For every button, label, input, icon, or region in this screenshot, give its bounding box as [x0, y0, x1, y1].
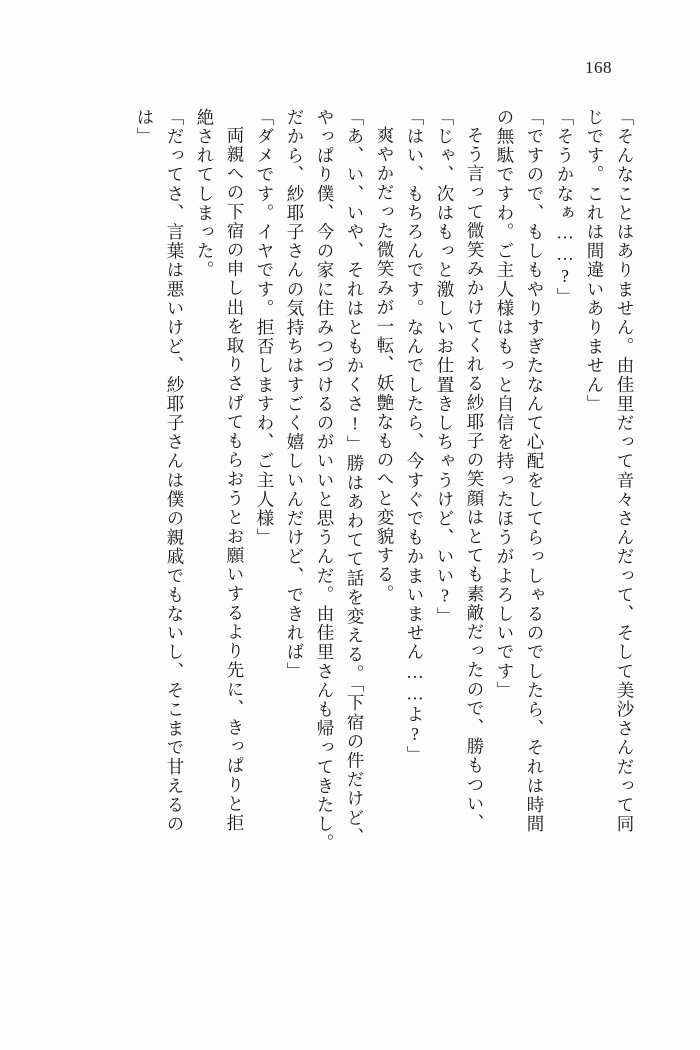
text-line: 「ダメです。イヤです。拒否しますわ、ご主人様」 — [255, 108, 275, 548]
text-line: 「だってさ、言葉は悪いけど、紗耶子さんは僕の親戚でもないし、そこまで甘えるの — [165, 108, 185, 834]
text-line: の無駄ですわ。ご主人様はもっと自信を持ったほうがよろしいです」 — [495, 108, 515, 701]
text-line: そう言って微笑みかけてくれる紗耶子の笑顔はとても素敵だったので、勝もつい、 — [465, 126, 485, 833]
text-line: だから、紗耶子さんの気持ちはすごく嬉しいんだけど、できれば」 — [285, 108, 305, 681]
page-number: 168 — [585, 58, 612, 77]
text-line: 「あ、い、いや、それはともかくさ!」勝はあわてて話を変える。「下宿の件だけど、 — [345, 108, 365, 847]
text-line: 絶されてしまった。 — [195, 108, 215, 280]
text-line: 「ですので、もしもやりすぎたなんて心配をしてらっしゃるのでしたら、それは時間 — [525, 108, 545, 834]
text-line: は」 — [135, 108, 155, 147]
text-line: 両親への下宿の申し出を取りさげてもらおうとお願いするより先に、きっぱりと拒 — [225, 126, 245, 833]
text-line: 「はい、もちろんです。なんでしたら、今すぐでもかまいません……よ?」 — [405, 108, 425, 765]
text-line: じです。これは間違いありません」 — [585, 108, 605, 414]
text-line: 「そうかなぁ……?」 — [555, 108, 575, 307]
text-line: 「じゃ、次はもっと激しいお仕置きしちゃうけど、いい?」 — [435, 108, 455, 627]
page-text-body — [60, 108, 640, 988]
text-line: やっぱり僕、今の家に住みつづけるのがいいと思うんだ。由佳里さんも帰ってきたし。 — [315, 108, 335, 853]
text-line: 「そんなことはありません。由佳里だって音々さんだって、そして美沙さんだって同 — [615, 108, 635, 834]
text-line: 爽やかだった微笑みが一転、妖艶なものへと変貌する。 — [375, 126, 395, 604]
